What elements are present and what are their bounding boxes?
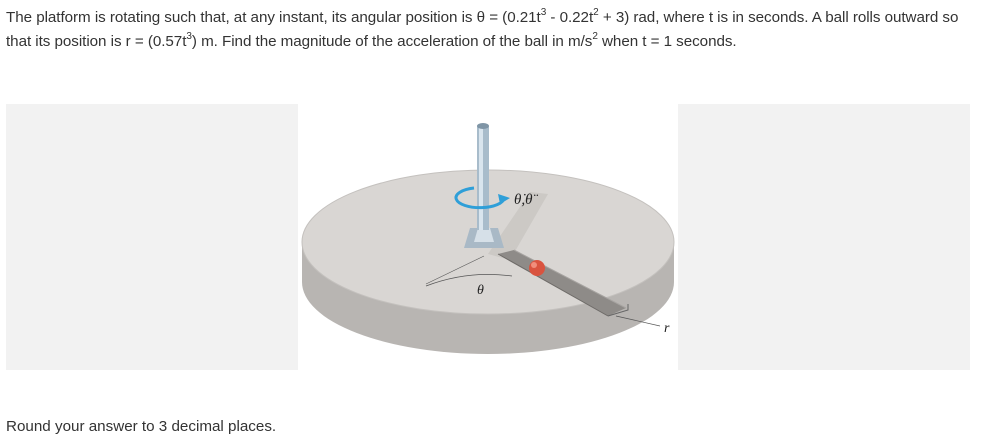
ball bbox=[529, 260, 545, 276]
rotating-platform-figure bbox=[298, 104, 678, 370]
figure-panel bbox=[6, 104, 970, 370]
theta-label: θ bbox=[477, 283, 484, 298]
r-label: r bbox=[664, 321, 670, 336]
instruction-text: Round your answer to 3 decimal places. bbox=[6, 418, 277, 435]
question-text: The platform is rotating such that, at any instant, its angular position is $\theta = (0.21t^3 - 0.22t^2 + 3)$ rad, where t is in seconds. A ball rolls outward so that its position is $r = (0.57t^3)$ m. Find the magnitude of the acceleration of the ball in $m/s^2$ when t = 1 seconds. bbox=[6, 6, 959, 50]
platform-illustration bbox=[298, 104, 678, 370]
theta-dots-label: θ̇,θ̈ bbox=[514, 192, 533, 208]
